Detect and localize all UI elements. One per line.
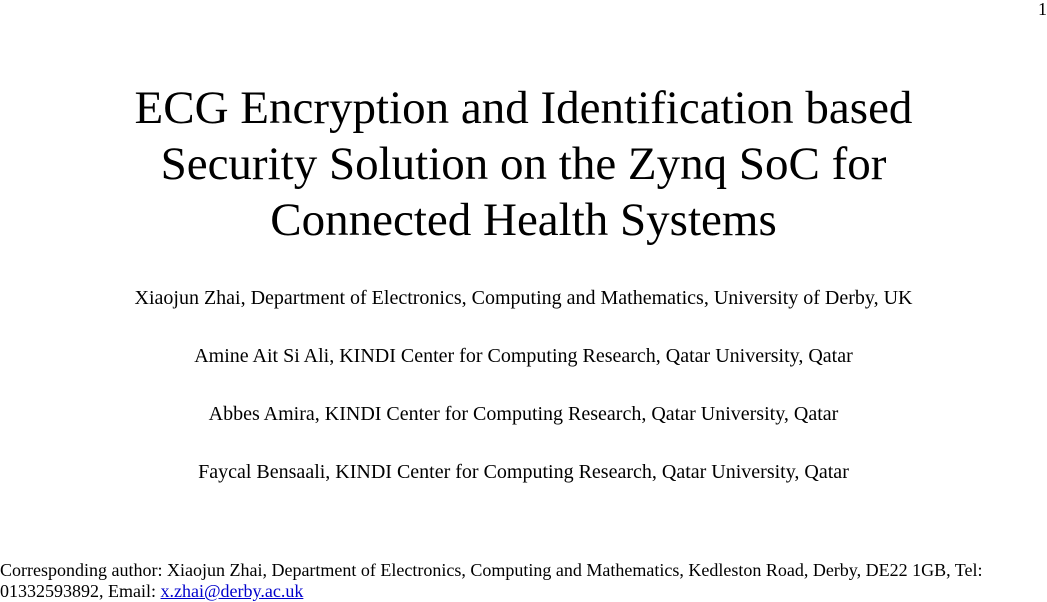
- corresponding-line-2: [0, 581, 1047, 602]
- email-link[interactable]: x.zhai@derby.ac.uk: [160, 581, 304, 601]
- paper-title: [0, 80, 1047, 248]
- title-line: Security Solution on the Zynq SoC for: [160, 138, 887, 190]
- title-line: Connected Health Systems: [270, 194, 777, 246]
- corresponding-line-1: Corresponding author: Xiaojun Zhai, Department of Electronics, Computing and Mathematics, Kedleston Road, Derby, DE22 1GB, Tel:: [0, 560, 983, 580]
- phone-email-prefix: 01332593892, Email:: [0, 581, 161, 601]
- author-affiliation: Abbes Amira, KINDI Center for Computing Research, Qatar University, Qatar: [208, 403, 839, 425]
- author-list: [0, 286, 1047, 518]
- author-affiliation: Xiaojun Zhai, Department of Electronics, Computing and Mathematics, University of Derby, UK: [134, 287, 913, 309]
- page-number: 1: [1038, 0, 1047, 19]
- title-line: ECG Encryption and Identification based: [134, 82, 913, 134]
- corresponding-author-note: [0, 560, 1047, 602]
- author-affiliation: Amine Ait Si Ali, KINDI Center for Computing Research, Qatar University, Qatar: [194, 345, 853, 367]
- author-affiliation: Faycal Bensaali, KINDI Center for Computing Research, Qatar University, Qatar: [198, 461, 849, 483]
